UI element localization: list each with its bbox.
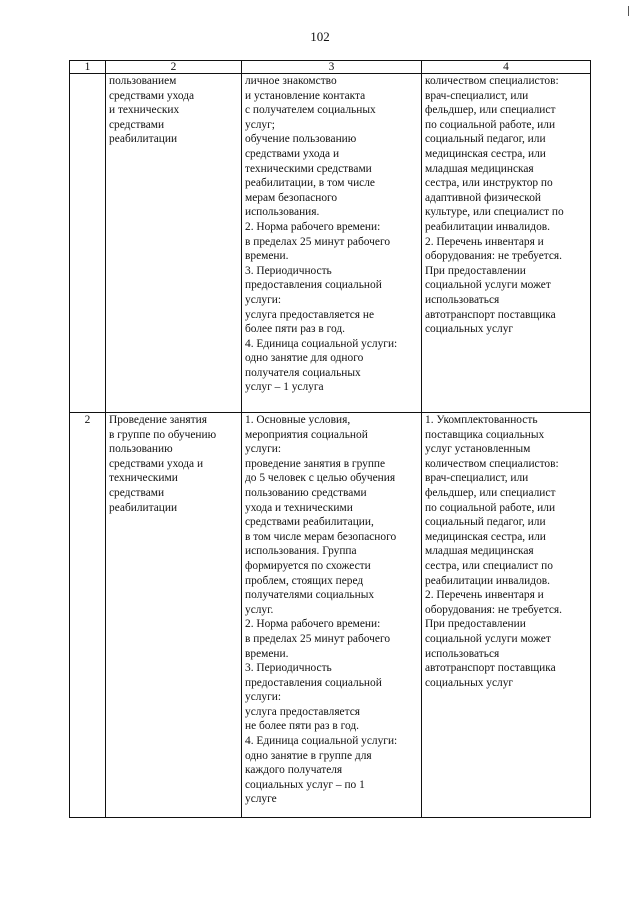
text-line: младшая медицинская (425, 545, 534, 558)
service-name-cell (106, 413, 242, 818)
text-line: времени. (245, 250, 289, 263)
text-line: формируется по схожести (245, 559, 371, 572)
page-number: 102 (310, 29, 330, 44)
text-line: реабилитации (109, 501, 178, 514)
text-line: 1. Укомплектованность (425, 414, 538, 426)
text-line: врач-специалист, или (425, 89, 529, 102)
text-line: мерам безопасного (245, 191, 338, 204)
table-row (70, 413, 591, 818)
text-line: до 5 человек с целью обучения (245, 472, 396, 485)
text-line: количеством специалистов: (425, 75, 559, 87)
text-line: фельдшер, или специалист (425, 104, 556, 117)
text-line: сестра, или инструктор по (425, 177, 553, 190)
text-line: использования. Группа (245, 545, 357, 558)
text-line: использования. (245, 206, 320, 219)
text-line: социальных услуг (425, 676, 514, 689)
text-line: 3. Периодичность (245, 264, 332, 277)
text-line: адаптивной физической (425, 191, 541, 204)
text-line: реабилитации (109, 133, 178, 146)
text-line: младшая медицинская (425, 162, 534, 175)
text-line: услуги: (245, 691, 282, 704)
text-line: 1. Основные условия, (245, 414, 351, 426)
text-line: 2. Перечень инвентаря и (425, 589, 544, 602)
text-line: услуг установленным (425, 443, 531, 456)
text-line: Проведение занятия (109, 414, 207, 426)
text-line: автотранспорт поставщика (425, 308, 556, 321)
table-row (70, 74, 591, 413)
text-line: услуга предоставляется (245, 705, 361, 718)
column-header: 1 (70, 61, 106, 74)
text-line: времени. (245, 647, 289, 660)
services-table (69, 60, 591, 818)
text-line: 2. Норма рабочего времени: (245, 220, 381, 233)
text-line: средствами ухода (109, 89, 195, 102)
text-line: При предоставлении (425, 618, 526, 631)
text-line: получателя социальных (245, 366, 361, 379)
text-line: с получателем социальных (245, 104, 376, 117)
text-line: 3. Периодичность (245, 662, 332, 675)
text-line: услуг – 1 услуга (245, 381, 324, 394)
text-line: использоваться (425, 647, 500, 660)
text-line: услуге (245, 793, 277, 806)
text-line: в группе по обучению (109, 428, 217, 441)
column-header: 2 (106, 61, 242, 74)
table-header-row (70, 61, 591, 74)
text-line: средствами ухода и (245, 147, 340, 160)
text-line: социальный педагог, или (425, 133, 546, 146)
text-line: При предоставлении (425, 264, 526, 277)
text-line: автотранспорт поставщика (425, 662, 556, 675)
service-description-cell (242, 74, 422, 413)
service-name-cell (106, 74, 242, 413)
text-line: предоставления социальной (245, 676, 382, 689)
text-line: средствами ухода и (109, 457, 204, 470)
text-line: более пяти раз в год. (245, 323, 345, 336)
text-line: и технических (109, 104, 180, 117)
text-line: сестра, или специалист по (425, 559, 553, 572)
text-line: пользованием (109, 75, 177, 87)
text-line: ухода и техническими (245, 501, 353, 514)
text-line: средствами (109, 486, 165, 499)
text-line: 4. Единица социальной услуги: (245, 337, 398, 350)
text-line: реабилитации, в том числе (245, 177, 375, 190)
text-line: личное знакомство (245, 75, 337, 87)
text-line: мероприятия социальной (245, 428, 368, 441)
text-line: по социальной работе, или (425, 501, 556, 514)
text-line: проблем, стоящих перед (245, 574, 364, 587)
text-line: социальный педагог, или (425, 516, 546, 529)
page-corner-mark (628, 6, 629, 16)
text-line: предоставления социальной (245, 279, 382, 292)
text-line: услуг. (245, 603, 274, 616)
text-line: по социальной работе, или (425, 118, 556, 131)
text-line: в пределах 25 минут рабочего (245, 235, 391, 248)
text-line: социальной услуги может (425, 632, 551, 645)
text-line: пользованию (109, 443, 173, 456)
text-line: техническими (109, 472, 178, 485)
text-line: средствами реабилитации, (245, 516, 374, 529)
text-line: средствами (109, 118, 165, 131)
text-line: количеством специалистов: (425, 457, 559, 470)
text-line: фельдшер, или специалист (425, 486, 556, 499)
text-line: социальной услуги может (425, 279, 551, 292)
service-description-cell (242, 413, 422, 818)
text-line: пользованию средствами (245, 486, 367, 499)
text-line: реабилитации инвалидов. (425, 574, 550, 587)
text-line: социальных услуг (425, 323, 514, 336)
text-line: не более пяти раз в год. (245, 720, 359, 733)
text-line: обучение пользованию (245, 133, 357, 146)
text-line: 4. Единица социальной услуги: (245, 735, 398, 748)
text-line: услуги: (245, 293, 282, 306)
text-line: социальных услуг – по 1 (245, 778, 365, 791)
text-line: услуги: (245, 443, 282, 456)
text-line: использоваться (425, 293, 500, 306)
text-line: в пределах 25 минут рабочего (245, 632, 391, 645)
text-line: врач-специалист, или (425, 472, 529, 485)
service-requirements-cell (422, 74, 591, 413)
text-line: в том числе мерам безопасного (245, 530, 397, 543)
column-header: 4 (422, 61, 591, 74)
text-line: поставщика социальных (425, 428, 545, 441)
text-line: услуга предоставляется не (245, 308, 375, 321)
text-line: услуг; (245, 118, 275, 131)
text-line: одно занятие для одного (245, 352, 364, 365)
text-line: реабилитации инвалидов. (425, 220, 550, 233)
service-requirements-cell (422, 413, 591, 818)
text-line: медицинская сестра, или (425, 147, 546, 160)
text-line: получателями социальных (245, 589, 375, 602)
text-line: медицинская сестра, или (425, 530, 546, 543)
column-header: 3 (242, 61, 422, 74)
text-line: техническими средствами (245, 162, 372, 175)
text-line: культуре, или специалист по (425, 206, 564, 219)
text-line: оборудования: не требуется. (425, 603, 563, 616)
text-line: одно занятие в группе для (245, 749, 372, 762)
text-line: оборудования: не требуется. (425, 250, 563, 263)
text-line: 2. Норма рабочего времени: (245, 618, 381, 631)
row-number (70, 74, 106, 413)
text-line: каждого получателя (245, 764, 343, 777)
text-line: проведение занятия в группе (245, 457, 386, 470)
row-number: 2 (70, 413, 106, 818)
text-line: 2. Перечень инвентаря и (425, 235, 544, 248)
text-line: и установление контакта (245, 89, 366, 102)
